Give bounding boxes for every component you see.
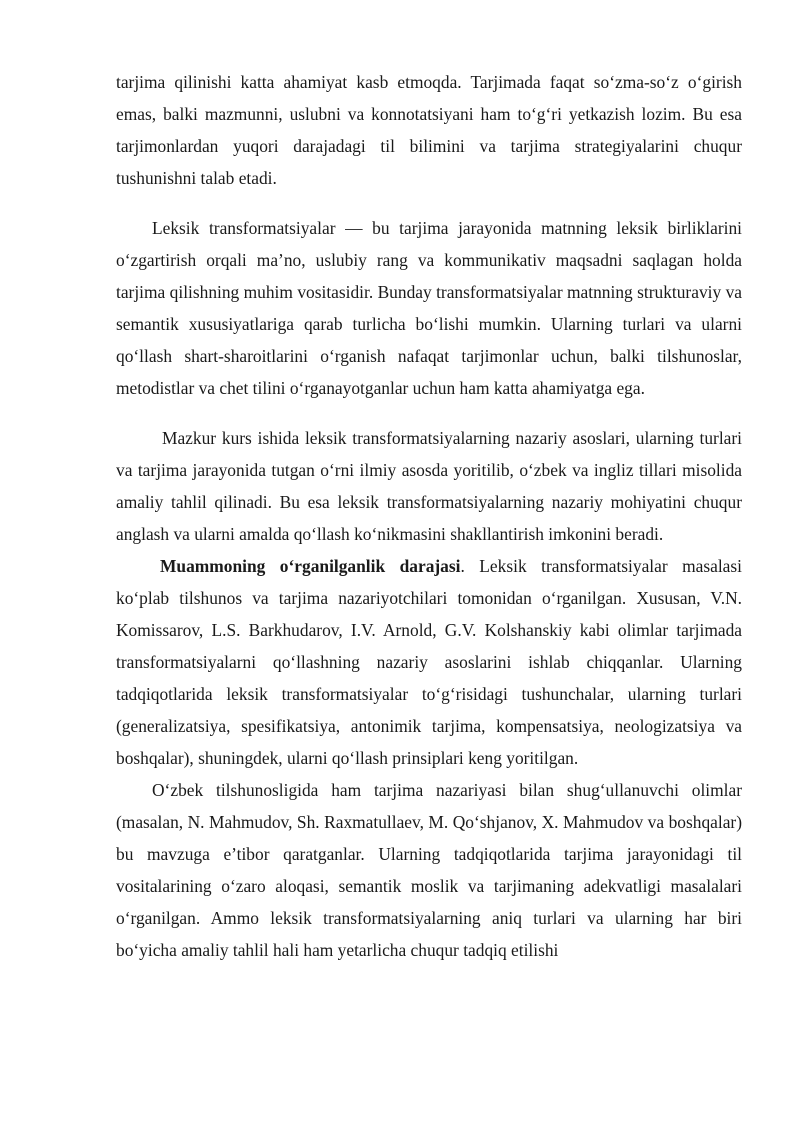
paragraph-text: O‘zbek tilshunosligida ham tarjima nazariyasi bilan shug‘ullanuvchi olimlar (masalan, N. Mahmudov, Sh. Raxmatullaev, M. Qo‘shjanov, X. Mahmudov va boshqalar) bu mavzuga e’tibor qaratganlar. Ularning tadqiqotlarida tarjima jarayonidagi til vositalarining o‘zaro aloqasi, semantik moslik va tarjimaning adekvatligi masalalari o‘rganilgan. Ammo leksik transformatsiyalarning aniq turlari va ularning har biri bo‘yicha amaliy tahlil hali ham yetarlicha chuqur tadqiq etilishi	[116, 780, 742, 960]
paragraph-text: Leksik transformatsiyalar — bu tarjima jarayonida matnning leksik birliklarini o‘zgartirish orqali ma’no, uslubiy rang va kommunikativ maqsadni saqlagan holda tarjima qilishning muhim vositasidir. Bunday transformatsiyalar matnning strukturaviy va semantik xususiyatlariga qarab turlicha bo‘lishi mumkin. Ularning turlari va ularni qo‘llash shart-sharoitlarini o‘rganish nafaqat tarjimonlar uchun, balki tilshunoslar, metodistlar va chet tilini o‘rganayotganlar uchun ham katta ahamiyatga ega.	[116, 218, 742, 398]
paragraph-course-work-aim	[116, 422, 742, 550]
paragraph-text: Mazkur kurs ishida leksik transformatsiyalarning nazariy asoslari, ularning turlari va tarjima jarayonida tutgan o‘rni ilmiy asosda yoritilib, o‘zbek va ingliz tillari misolida amaliy tahlil qilinadi. Bu esa leksik transformatsiyalarning nazariy mohiyatini chuqur anglash va ularni amalda qo‘llash ko‘nikmasini shakllantirish imkonini beradi.	[116, 428, 742, 544]
document-body	[116, 66, 742, 966]
paragraph-intro-continuation	[116, 66, 742, 194]
paragraph-text: tarjima qilinishi katta ahamiyat kasb etmoqda. Tarjimada faqat so‘zma-so‘z o‘girish emas, balki mazmunni, uslubni va konnotatsiyani ham to‘g‘ri yetkazish lozim. Bu esa tarjimonlardan yuqori darajadagi til bilimini va tarjima strategiyalarini chuqur tushunishni talab etadi.	[116, 72, 742, 188]
paragraph-text: . Leksik transformatsiyalar masalasi ko‘plab tilshunos va tarjima nazariyotchilari tomonidan o‘rganilgan. Xususan, V.N. Komissarov, L.S. Barkhudarov, I.V. Arnold, G.V. Kolshanskiy kabi olimlar tarjimada transformatsiyalarni qo‘llashning nazariy asoslarini ishlab chiqqanlar. Ularning tadqiqotlarida leksik transformatsiyalar to‘g‘risidagi tushunchalar, ularning turlari (generalizatsiya, spesifikatsiya, antonimik tarjima, kompensatsiya, neologizatsiya va boshqalar), shuningdek, ularni qo‘llash prinsiplari keng yoritilgan.	[116, 556, 742, 768]
paragraph-lexical-transformations	[116, 212, 742, 404]
paragraph-uzbek-linguistics	[116, 774, 742, 966]
paragraph-lead-heading: Muammoning o‘rganilganlik darajasi	[160, 556, 461, 576]
paragraph-research-degree	[116, 550, 742, 774]
